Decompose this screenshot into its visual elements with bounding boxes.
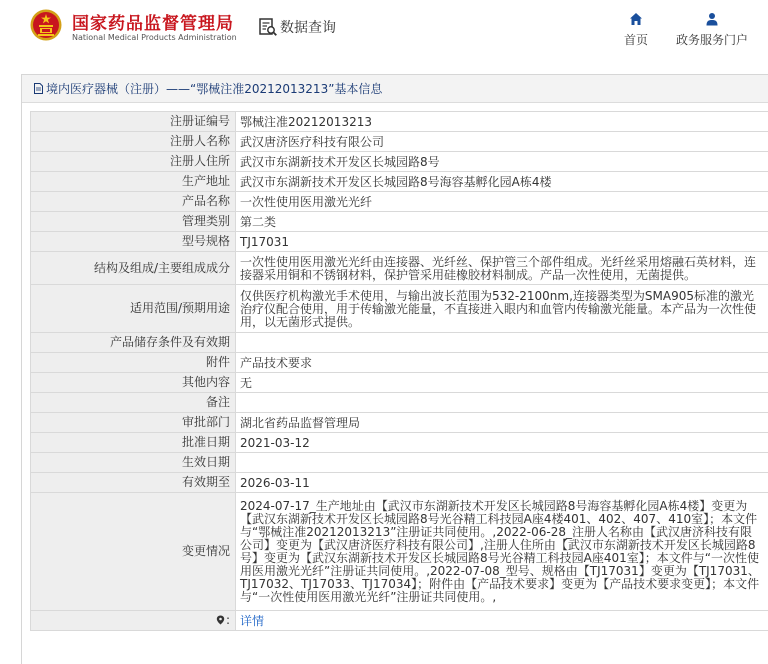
field-value: 湖北省药品监督管理局 [236, 413, 768, 433]
table-row [31, 152, 768, 172]
field-value [236, 393, 768, 413]
field-value: 2026-03-11 [236, 473, 768, 493]
table-row [31, 473, 768, 493]
panel-title [22, 75, 768, 103]
field-value: 武汉唐济医疗科技有限公司 [236, 132, 768, 152]
site-header [0, 0, 768, 62]
field-value: 产品技术要求 [236, 353, 768, 373]
nav-home[interactable] [622, 12, 650, 48]
document-icon [33, 83, 44, 94]
field-label: 注册人住所 [31, 152, 236, 172]
table-row [31, 232, 768, 252]
field-label: 生产地址 [31, 172, 236, 192]
data-query-label: 数据查询 [280, 20, 336, 36]
home-icon [629, 12, 643, 26]
detail-link[interactable]: 详情 [240, 613, 265, 628]
field-value: 仅供医疗机构激光手术使用，与输出波长范围为532-2100nm,连接器类型为SMA905标准的激光治疗仪配合使用，用于传输激光能量，不直接进入眼内和血管内传输激光能量。本产品为一次性使用，以无菌形式提供。 [236, 285, 768, 333]
field-label: 产品储存条件及有效期 [31, 333, 236, 353]
table-row [31, 132, 768, 152]
field-value [236, 333, 768, 353]
table-row [31, 493, 768, 611]
field-label: 变更情况 [31, 493, 236, 611]
table-row [31, 192, 768, 212]
nav-service-portal[interactable] [672, 12, 752, 48]
table-row [31, 373, 768, 393]
detail-link-cell [236, 611, 768, 631]
field-label: 附件 [31, 353, 236, 373]
table-row [31, 333, 768, 353]
data-query-icon [258, 17, 278, 37]
field-value: 一次性使用医用激光光纤由连接器、光纤丝、保护管三个部件组成。光纤丝采用熔融石英材料，连接器采用铜和不锈钢材料，保护管采用硅橡胶材料制成。产品一次性使用，无菌提供。 [236, 252, 768, 285]
field-label: 型号规格 [31, 232, 236, 252]
user-icon [705, 12, 719, 26]
field-value: 武汉市东湖新技术开发区长城园路8号海容基孵化园A栋4楼 [236, 172, 768, 192]
field-value: 第二类 [236, 212, 768, 232]
field-label: 管理类别 [31, 212, 236, 232]
nav-service-label: 政务服务门户 [675, 33, 748, 47]
field-label: 备注 [31, 393, 236, 413]
field-value: 武汉市东湖新技术开发区长城园路8号 [236, 152, 768, 172]
field-label: 批准日期 [31, 433, 236, 453]
table-row [31, 112, 768, 132]
panel-title-text: 境内医疗器械（注册）——“鄂械注准20212013213”基本信息 [46, 81, 383, 96]
field-value: 2024-07-17_生产地址由【武汉市东湖新技术开发区长城园路8号海容基孵化园A栋4楼】变更为【武汉东湖新技术开发区长城园路8号光谷精工科技园A座4楼401、402、407、410室】；本文件与“鄂械注准20212013213”注册证共同使用。,2022-06-28_注册人名称由【武汉唐济科技有限公司】变更为【武汉唐济医疗科技有限公司】,注册人住所由【武汉市东湖新技术开发区长城园路8号】变更为【武汉东湖新技术开发区长城园路8号光谷精工科技园A座401室】；本文件与“一次性使用医用激光光纤”注册证共同使用。,2022-07-08_型号、规格由【TJ17031】变更为【TJ17031、TJ17032、TJ17033、TJ17034】；附件由【产品技术要求】变更为【产品技术要求变更】；本文件与“一次性使用医用激光光纤”注册证共同使用。, [236, 493, 768, 611]
table-row [31, 212, 768, 232]
field-value: 一次性使用医用激光光纤 [236, 192, 768, 212]
national-emblem-icon [30, 9, 62, 41]
field-value: 无 [236, 373, 768, 393]
site-subtitle: National Medical Products Administration [72, 33, 237, 42]
table-row [31, 611, 768, 631]
field-label: 注册人名称 [31, 132, 236, 152]
field-label: 注册证编号 [31, 112, 236, 132]
detail-pin-cell: : [31, 611, 236, 631]
data-query-link[interactable] [258, 16, 336, 38]
table-row [31, 252, 768, 285]
table-row [31, 413, 768, 433]
table-row [31, 285, 768, 333]
field-label: 其他内容 [31, 373, 236, 393]
site-title: 国家药品监督管理局 [72, 14, 234, 34]
field-label: 适用范围/预期用途 [31, 285, 236, 333]
table-row [31, 172, 768, 192]
table-row [31, 433, 768, 453]
table-row [31, 453, 768, 473]
location-pin-icon [216, 615, 225, 625]
field-label: 产品名称 [31, 192, 236, 212]
nav-home-label: 首页 [623, 33, 648, 47]
table-row [31, 353, 768, 373]
field-label: 生效日期 [31, 453, 236, 473]
info-panel [21, 74, 768, 664]
table-row [31, 393, 768, 413]
field-value [236, 453, 768, 473]
field-label: 审批部门 [31, 413, 236, 433]
field-label: 有效期至 [31, 473, 236, 493]
field-value: 2021-03-12 [236, 433, 768, 453]
field-value: TJ17031 [236, 232, 768, 252]
detail-table [30, 111, 768, 631]
field-label: 结构及组成/主要组成成分 [31, 252, 236, 285]
field-value: 鄂械注准20212013213 [236, 112, 768, 132]
